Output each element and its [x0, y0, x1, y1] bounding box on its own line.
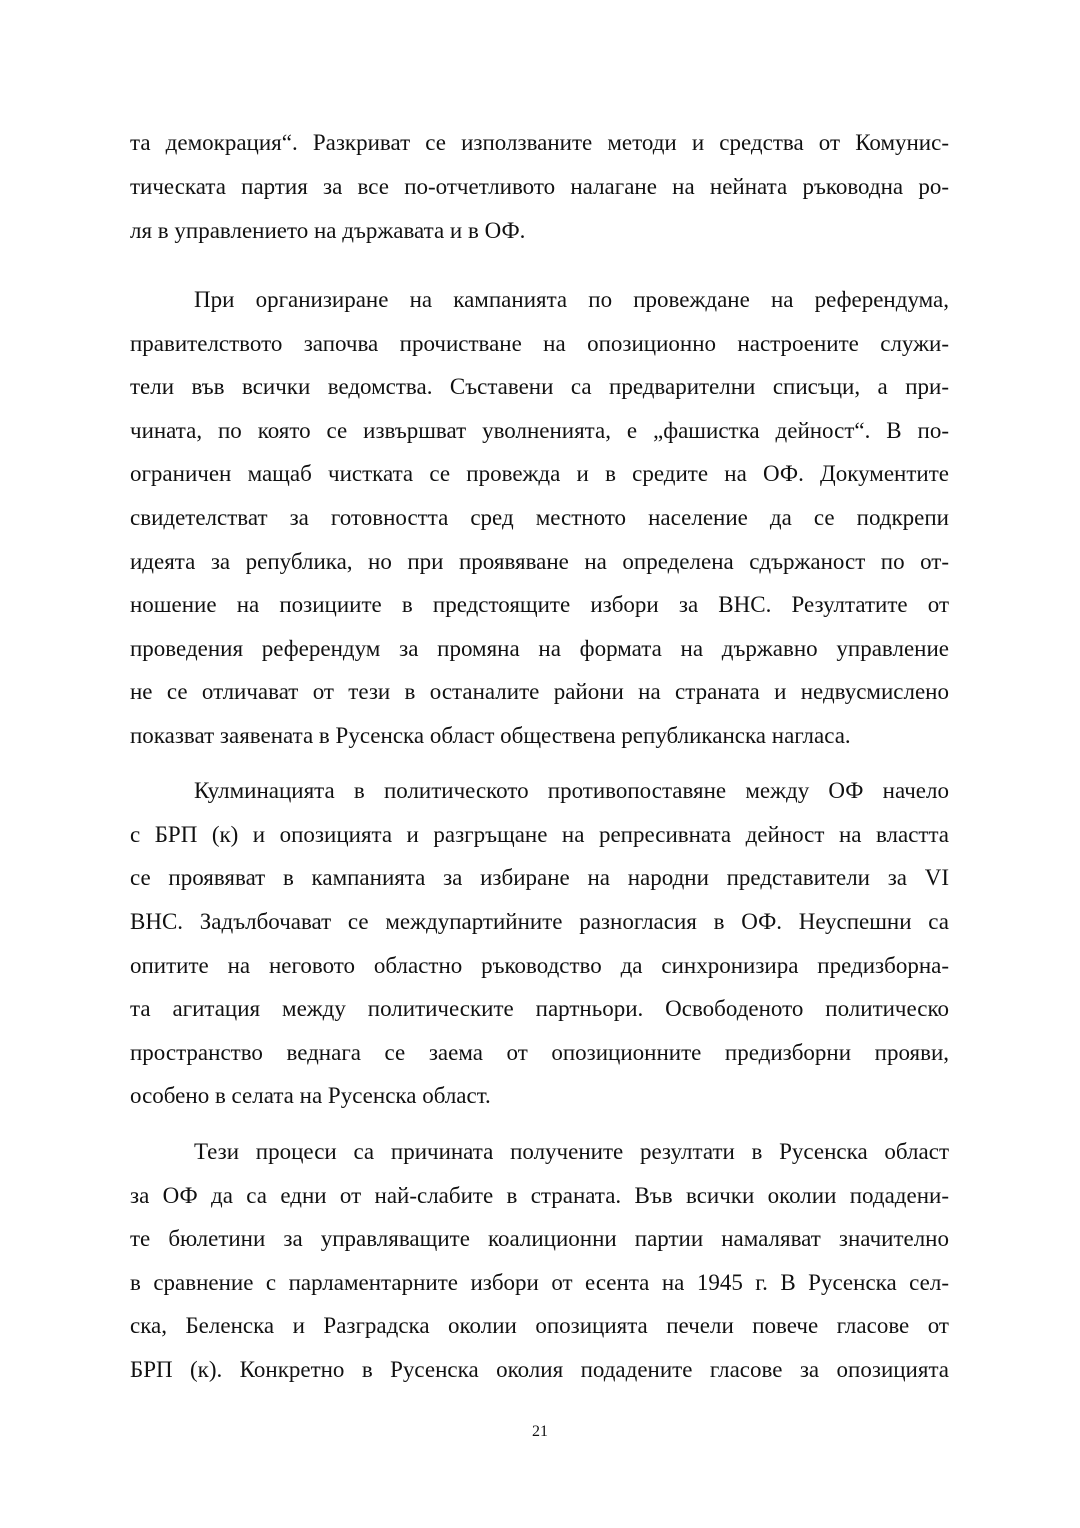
paragraph-2-line-8: ношение на позициите в предстоящите избори за ВНС. Резултатите от	[130, 592, 949, 617]
paragraph-4-line-2: за ОФ да са едни от най-слабите в страната. Във всички околии подадени-	[130, 1183, 949, 1208]
paragraph-3-line-8: особено в селата на Русенска област.	[130, 1083, 491, 1108]
paragraph-2-line-3: тели във всички ведомства. Съставени са предварителни списъци, а при-	[130, 374, 949, 399]
paragraph-4-line-3: те бюлетини за управляващите коалиционни партии намаляват значително	[130, 1226, 949, 1251]
paragraph-1-line-2: тическата партия за все по-отчетливото налагане на нейната ръководна ро-	[130, 174, 949, 199]
paragraph-2-line-7: идеята за република, но при проявяване на определена сдържаност по от-	[130, 549, 949, 574]
paragraph-3-line-2: с БРП (к) и опозицията и разгръщане на репресивната дейност на властта	[130, 822, 949, 847]
paragraph-3-line-7: пространство веднага се заема от опозиционните предизборни прояви,	[130, 1040, 949, 1065]
paragraph-2-line-2: правителството започва прочистване на опозиционно настроените служи-	[130, 331, 949, 356]
paragraph-2-line-6: свидетелстват за готовността сред местното население да се подкрепи	[130, 505, 949, 530]
paragraph-2-line-4: чината, по която се извършват уволненията, е „фашистка дейност“. В по-	[130, 418, 949, 443]
paragraph-3-line-1: Кулминацията в политическото противопоставяне между ОФ начело	[194, 778, 949, 803]
paragraph-2-line-10: не се отличават от тези в останалите райони на страната и недвусмислено	[130, 679, 949, 704]
paragraph-4-line-1: Тези процеси са причината получените резултати в Русенска област	[194, 1139, 949, 1164]
paragraph-1-line-1: та демокрация“. Разкриват се използваните методи и средства от Комунис-	[130, 130, 949, 155]
paragraph-3-line-6: та агитация между политическите партньори. Освободеното политическо	[130, 996, 949, 1021]
page-number: 21	[532, 1423, 548, 1440]
paragraph-2-line-9: проведения референдум за промяна на формата на държавно управление	[130, 636, 949, 661]
paragraph-3-line-5: опитите на неговото областно ръководство да синхронизира предизборна-	[130, 953, 949, 978]
paragraph-3-line-3: се проявяват в кампанията за избиране на народни представители за VI	[130, 865, 949, 890]
paragraph-4-line-4: в сравнение с парламентарните избори от есента на 1945 г. В Русенска сел-	[130, 1270, 949, 1295]
paragraph-2-line-5: ограничен мащаб чистката се провежда и в средите на ОФ. Документите	[130, 461, 949, 486]
paragraph-4-line-5: ска, Беленска и Разградска околии опозицията печели повече гласове от	[130, 1313, 949, 1338]
paragraph-3-line-4: ВНС. Задълбочават се междупартийните разногласия в ОФ. Неуспешни са	[130, 909, 949, 934]
paragraph-2-line-1: При организиране на кампанията по провеждане на референдума,	[194, 287, 949, 312]
paragraph-2-line-11: показват заявената в Русенска област обществена републиканска нагласа.	[130, 723, 851, 748]
paragraph-1-line-3: ля в управлението на държавата и в ОФ.	[130, 218, 526, 243]
paragraph-4-line-6: БРП (к). Конкретно в Русенска околия подадените гласове за опозицията	[130, 1357, 949, 1382]
